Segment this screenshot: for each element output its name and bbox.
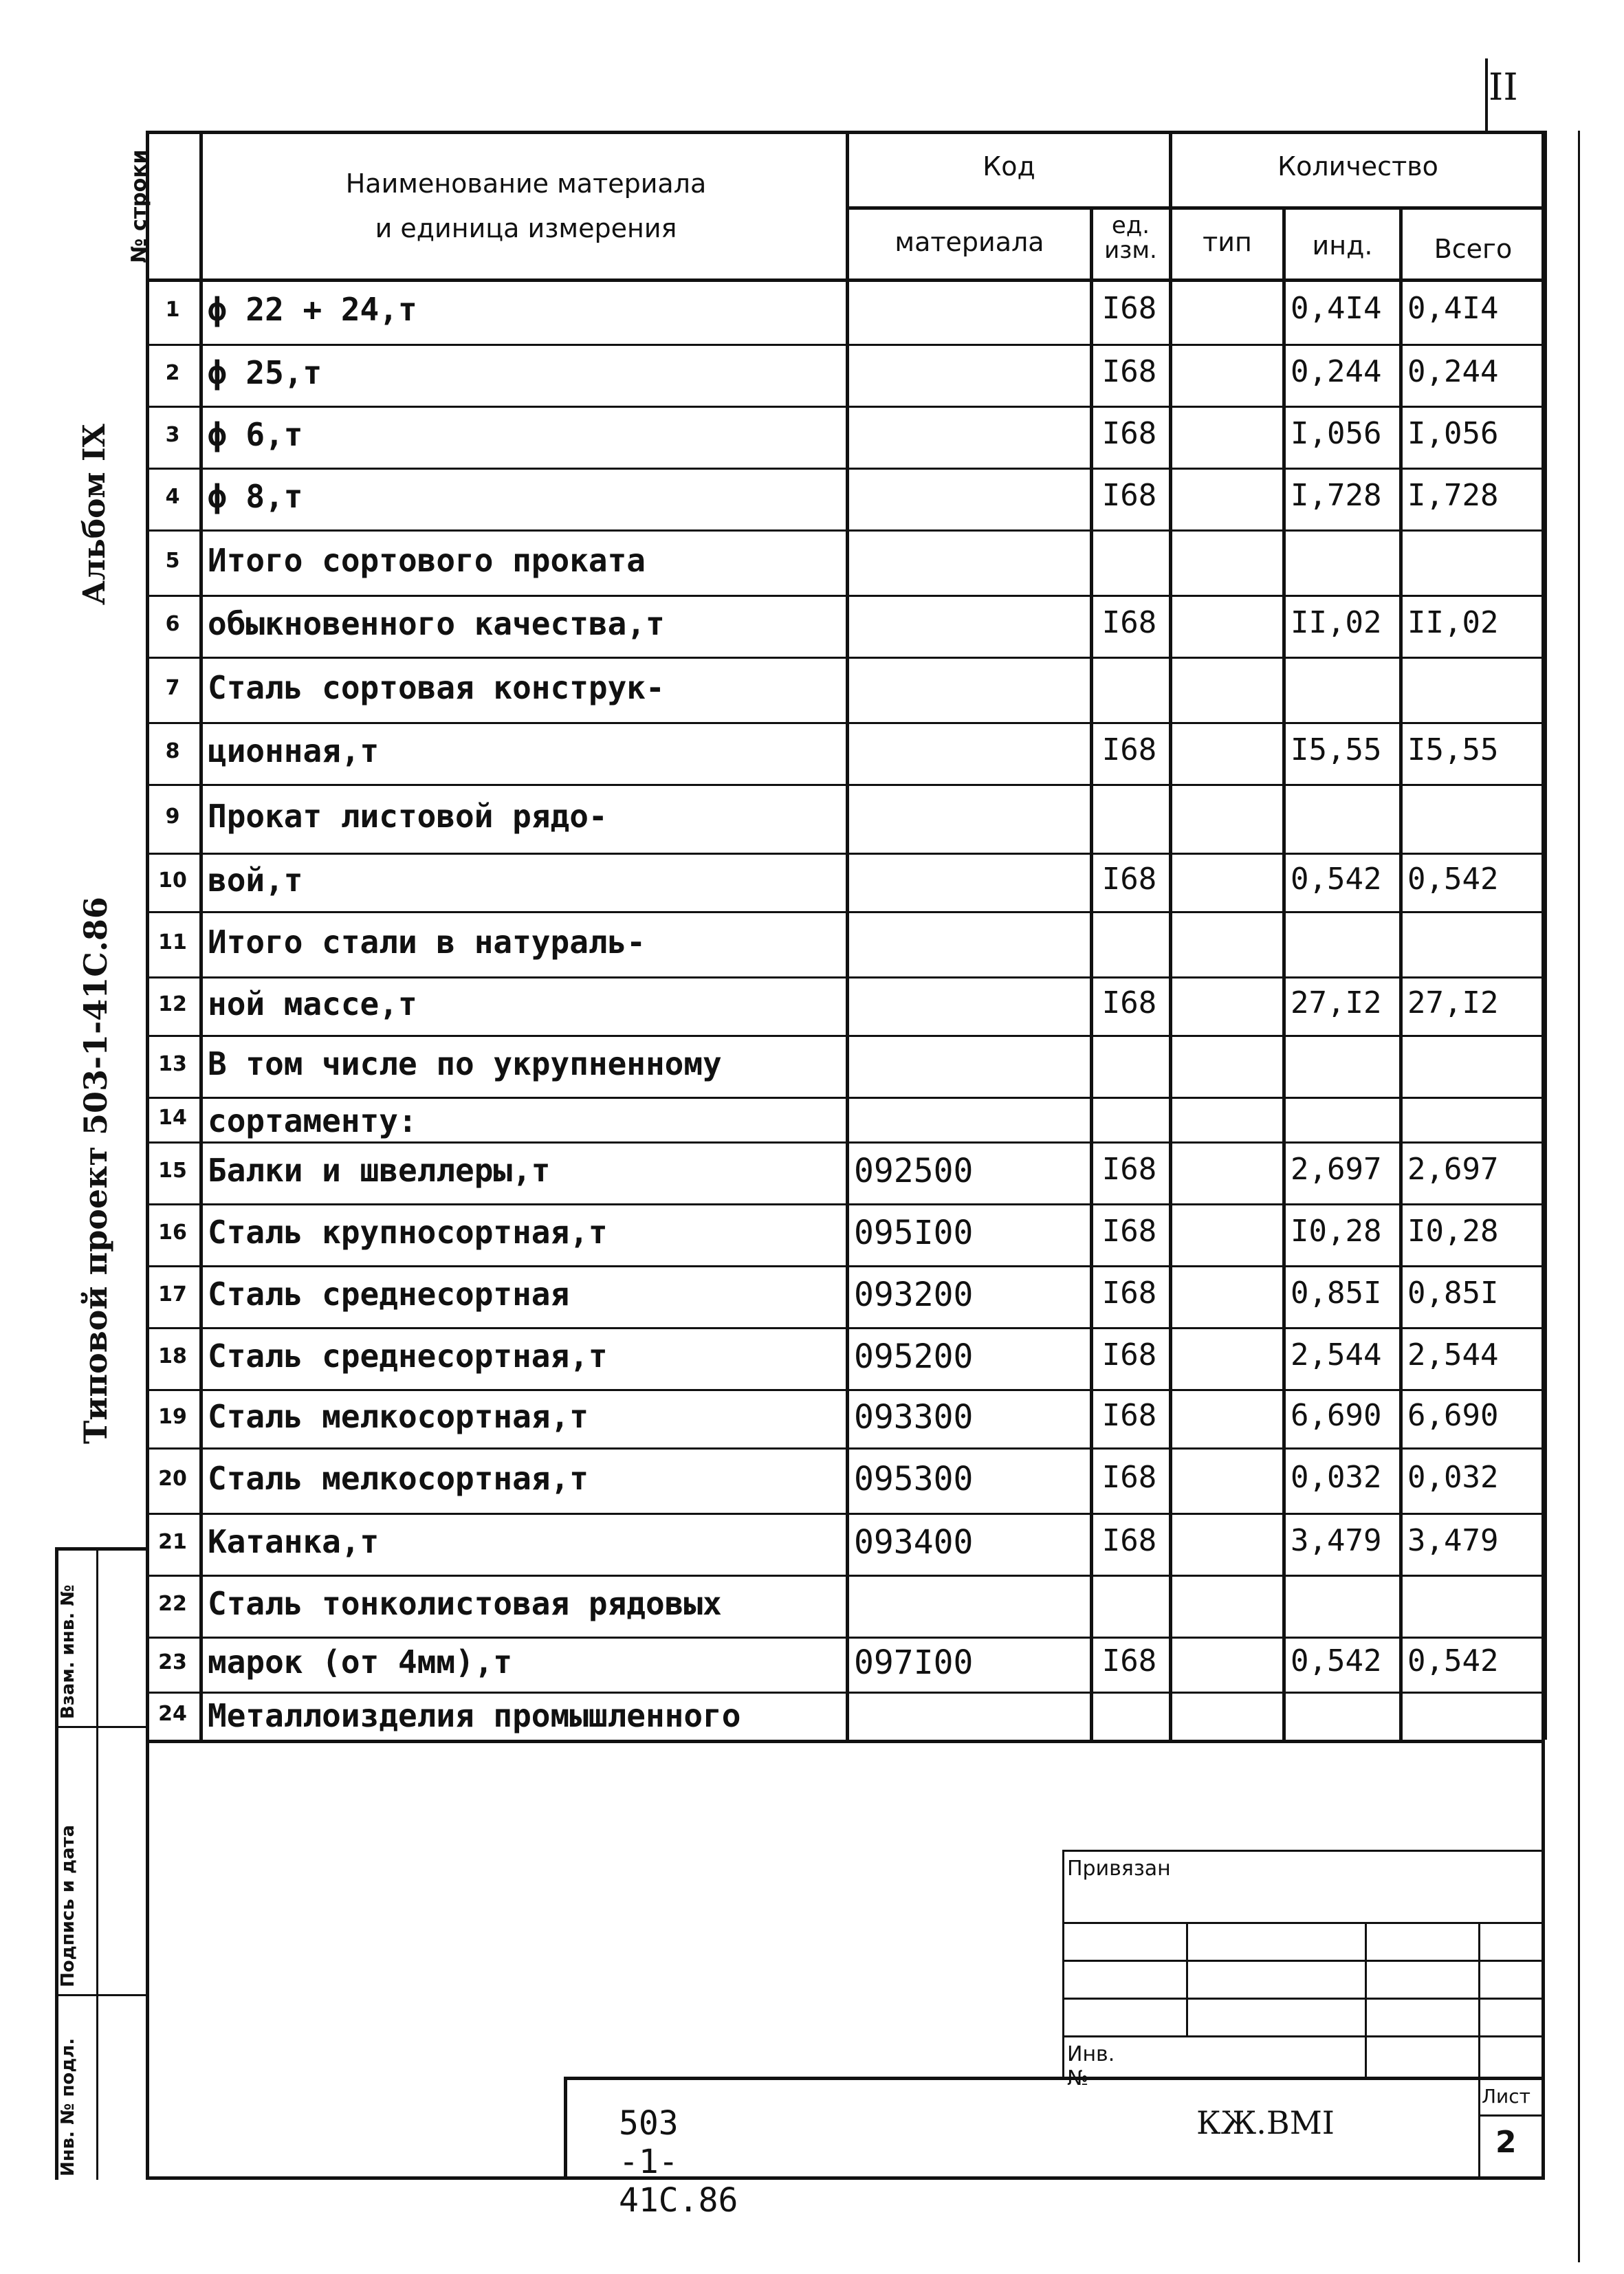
row-divider — [146, 1637, 1545, 1639]
cell-ind: 0,85I — [1291, 1276, 1382, 1311]
cell-total: 6,690 — [1407, 1397, 1499, 1433]
row-number: 13 — [158, 1052, 187, 1076]
side-album: Альбом IX — [77, 424, 112, 605]
cell-unit: I68 — [1101, 1459, 1157, 1495]
cell-total: 2,544 — [1407, 1337, 1499, 1373]
header-qty-ind: инд. — [1312, 230, 1373, 261]
cell-code: 092500 — [854, 1152, 974, 1190]
row-divider — [146, 1447, 1545, 1450]
row-divider — [146, 1389, 1545, 1391]
row-divider — [146, 1097, 1545, 1099]
page-number: II — [1489, 65, 1518, 109]
cell-name: Сталь мелкосортная,т — [208, 1459, 589, 1497]
cell-unit: I68 — [1101, 605, 1157, 640]
cell-total: 0,542 — [1407, 1643, 1499, 1679]
row-divider — [146, 595, 1545, 597]
cell-name: Прокат листовой рядо- — [208, 798, 608, 835]
cell-name: Сталь сортовая конструк- — [208, 668, 665, 706]
cell-name: Итого сортового проката — [208, 541, 646, 579]
row-number: 20 — [158, 1466, 187, 1491]
cell-unit: I68 — [1101, 1337, 1157, 1373]
side-project: Типовой проект 503-1-41С.86 — [77, 897, 114, 1444]
cell-unit: I68 — [1101, 478, 1157, 513]
row-divider — [146, 911, 1545, 913]
cell-unit: I68 — [1101, 1397, 1157, 1433]
row-divider — [146, 529, 1545, 532]
header-row-number: № строки — [127, 149, 151, 263]
cell-ind: II,02 — [1291, 605, 1382, 640]
cell-ind: 27,I2 — [1291, 985, 1382, 1020]
row-number: 17 — [158, 1282, 187, 1307]
cell-ind: 6,690 — [1291, 1397, 1382, 1433]
cell-code: 097I00 — [854, 1643, 974, 1682]
row-number: 6 — [165, 612, 180, 636]
row-number: 23 — [158, 1650, 187, 1674]
cell-unit: I68 — [1101, 1643, 1157, 1679]
row-number: 24 — [158, 1702, 187, 1726]
cell-ind: I5,55 — [1291, 732, 1382, 767]
cell-name: ϕ 22 + 24,т — [208, 290, 417, 328]
row-divider — [146, 468, 1545, 470]
cell-unit: I68 — [1101, 985, 1157, 1020]
stamp-label-replaces: Взам. инв. № — [58, 1584, 78, 1719]
row-divider — [146, 976, 1545, 979]
cell-ind: 3,479 — [1291, 1523, 1382, 1558]
cell-code: 095300 — [854, 1459, 974, 1498]
cell-name: сортаменту: — [208, 1102, 417, 1139]
cell-code: 093400 — [854, 1523, 974, 1562]
row-number: 5 — [165, 548, 180, 573]
row-number: 4 — [165, 485, 180, 509]
sheet-label: Лист — [1482, 2085, 1530, 2108]
cell-name: ϕ 25,т — [208, 354, 322, 391]
cell-ind: I,056 — [1291, 416, 1382, 451]
inv-no-label: Инв. № — [1067, 2042, 1115, 2090]
doc-code: 503 -1-41С.86 — [619, 2104, 738, 2220]
cell-unit: I68 — [1101, 861, 1157, 897]
cell-total: I0,28 — [1407, 1214, 1499, 1249]
row-number: 14 — [158, 1105, 187, 1130]
cell-name: Сталь крупносортная,т — [208, 1214, 608, 1251]
row-number: 10 — [158, 868, 187, 893]
header-qty-total: Всего — [1434, 234, 1513, 264]
cell-ind: 0,244 — [1291, 354, 1382, 389]
cell-ind: 0,4I4 — [1291, 290, 1382, 326]
row-number: 7 — [165, 675, 180, 700]
row-divider — [146, 1575, 1545, 1577]
cell-name: Сталь среднесортная,т — [208, 1337, 608, 1375]
header-qty-type: тип — [1203, 227, 1252, 257]
right-edge-line — [1578, 131, 1580, 2262]
cell-ind: 0,542 — [1291, 1643, 1382, 1679]
row-number: 2 — [165, 361, 180, 385]
cell-ind: 2,697 — [1291, 1152, 1382, 1187]
cell-name: ционная,т — [208, 732, 380, 769]
row-number: 1 — [165, 297, 180, 322]
row-number: 22 — [158, 1592, 187, 1616]
row-divider — [146, 853, 1545, 855]
row-number: 8 — [165, 739, 180, 763]
cell-unit: I68 — [1101, 354, 1157, 389]
stamp-label-inventory: Инв. № подл. — [58, 2037, 78, 2176]
cell-name: Сталь среднесортная — [208, 1276, 570, 1313]
header-quantity: Количество — [1277, 151, 1438, 182]
cell-total: 0,85I — [1407, 1276, 1499, 1311]
cell-name: Балки и швеллеры,т — [208, 1152, 551, 1189]
row-divider — [146, 406, 1545, 408]
cell-name: Сталь тонколистовая рядовых — [208, 1585, 722, 1622]
cell-unit: I68 — [1101, 1214, 1157, 1249]
cell-total: 0,542 — [1407, 861, 1499, 897]
doc-mark: КЖ.ВМI — [1196, 2104, 1335, 2141]
cell-ind: 0,542 — [1291, 861, 1382, 897]
row-divider — [146, 344, 1545, 346]
row-number: 19 — [158, 1404, 187, 1429]
cell-unit: I68 — [1101, 416, 1157, 451]
row-divider — [146, 1327, 1545, 1329]
row-divider — [146, 784, 1545, 786]
row-divider — [146, 1692, 1545, 1694]
cell-name: ной массе,т — [208, 985, 417, 1023]
row-number: 3 — [165, 423, 180, 447]
cell-name: обыкновенного качества,т — [208, 605, 665, 642]
header-code-unit: ед. изм. — [1104, 212, 1157, 264]
row-number: 21 — [158, 1530, 187, 1554]
cell-total: 27,I2 — [1407, 985, 1499, 1020]
cell-ind: 2,544 — [1291, 1337, 1382, 1373]
cell-name: Катанка,т — [208, 1523, 380, 1560]
cell-unit: I68 — [1101, 290, 1157, 326]
cell-code: 095200 — [854, 1337, 974, 1376]
header-code: Код — [983, 151, 1035, 182]
row-number: 18 — [158, 1344, 187, 1368]
cell-name: ϕ 8,т — [208, 478, 303, 515]
row-divider — [146, 1203, 1545, 1205]
cell-code: 093200 — [854, 1276, 974, 1314]
row-divider — [146, 1141, 1545, 1144]
cell-unit: I68 — [1101, 1276, 1157, 1311]
cell-code: 095I00 — [854, 1214, 974, 1252]
row-divider — [146, 722, 1545, 724]
cell-name: Металлоизделия промышленного — [208, 1697, 741, 1734]
cell-total: 2,697 — [1407, 1152, 1499, 1187]
row-divider — [146, 1035, 1545, 1037]
cell-total: I,056 — [1407, 416, 1499, 451]
cell-name: ϕ 6,т — [208, 416, 303, 453]
linked-label: Привязан — [1067, 1857, 1171, 1881]
cell-code: 093300 — [854, 1397, 974, 1436]
cell-name: вой,т — [208, 861, 303, 899]
header-name-line2: и единица измерения — [375, 213, 677, 243]
cell-total: 0,032 — [1407, 1459, 1499, 1495]
cell-unit: I68 — [1101, 732, 1157, 767]
cell-name: марок (от 4мм),т — [208, 1643, 513, 1681]
cell-ind: I,728 — [1291, 478, 1382, 513]
cell-name: Сталь мелкосортная,т — [208, 1397, 589, 1435]
row-number: 15 — [158, 1159, 187, 1183]
row-divider — [146, 1740, 1545, 1742]
header-name-line1: Наименование материала — [345, 168, 707, 199]
sheet-number: 2 — [1495, 2125, 1517, 2160]
row-divider — [146, 657, 1545, 659]
row-number: 12 — [158, 992, 187, 1016]
row-number: 16 — [158, 1221, 187, 1245]
row-number: 11 — [158, 930, 187, 954]
cell-unit: I68 — [1101, 1152, 1157, 1187]
row-number: 9 — [165, 805, 180, 829]
stamp-label-signature: Подпись и дата — [58, 1824, 78, 1987]
cell-total: 0,244 — [1407, 354, 1499, 389]
cell-name: Итого стали в натураль- — [208, 923, 646, 961]
cell-total: 0,4I4 — [1407, 290, 1499, 326]
cell-total: 3,479 — [1407, 1523, 1499, 1558]
row-divider — [146, 1265, 1545, 1267]
cell-total: I5,55 — [1407, 732, 1499, 767]
cell-total: I,728 — [1407, 478, 1499, 513]
header-code-material: материала — [895, 227, 1044, 257]
cell-ind: I0,28 — [1291, 1214, 1382, 1249]
cell-ind: 0,032 — [1291, 1459, 1382, 1495]
cell-total: II,02 — [1407, 605, 1499, 640]
cell-unit: I68 — [1101, 1523, 1157, 1558]
row-divider — [146, 1513, 1545, 1515]
cell-name: В том числе по укрупненному — [208, 1045, 722, 1082]
